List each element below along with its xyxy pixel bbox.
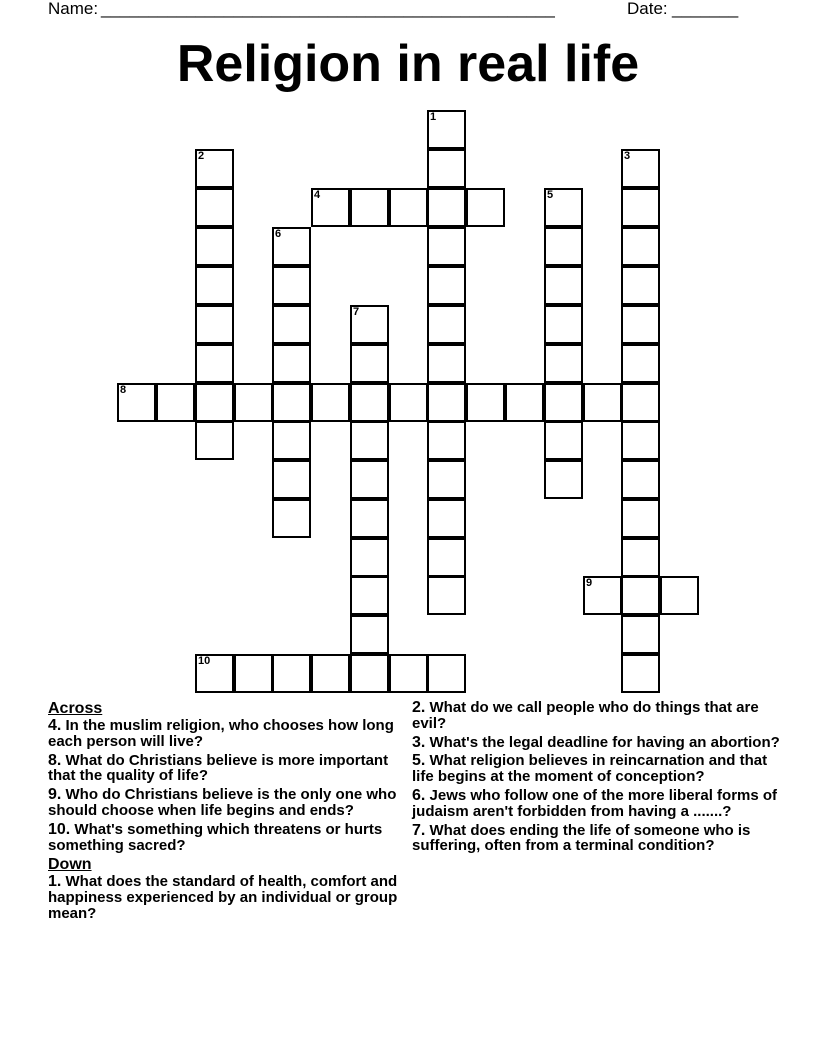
clue-number-label: 1 <box>430 111 437 123</box>
clue-across-10 <box>48 822 408 854</box>
grid-cell[interactable] <box>427 421 466 460</box>
grid-cell[interactable] <box>350 344 389 383</box>
grid-cell[interactable] <box>311 654 350 693</box>
clue-number-label: 5 <box>547 189 554 201</box>
grid-cell[interactable] <box>544 460 583 499</box>
grid-cell[interactable] <box>350 460 389 499</box>
date-field[interactable]: _______ <box>672 0 739 18</box>
grid-cell[interactable] <box>389 383 428 422</box>
grid-cell[interactable] <box>272 499 311 538</box>
name-label: Name: <box>48 0 99 18</box>
grid-cell[interactable] <box>583 576 622 615</box>
grid-cell[interactable] <box>389 654 428 693</box>
down-heading: Down <box>48 856 92 874</box>
clue-text: What do we call people who do things that are evil? <box>412 699 759 732</box>
grid-cell[interactable] <box>544 266 583 305</box>
grid-cell[interactable] <box>427 110 466 149</box>
clue-number: 9. <box>48 786 62 804</box>
clue-number-label: 6 <box>275 228 282 240</box>
grid-cell[interactable] <box>466 383 505 422</box>
grid-cell[interactable] <box>427 383 466 422</box>
clue-number-label: 4 <box>314 189 321 201</box>
clue-text: In the muslim religion, who chooses how long each person will live? <box>48 717 394 750</box>
grid-cell[interactable] <box>544 305 583 344</box>
grid-cell[interactable] <box>427 576 466 615</box>
grid-cell[interactable] <box>621 188 660 227</box>
grid-cell[interactable] <box>621 576 660 615</box>
grid-cell[interactable] <box>466 188 505 227</box>
grid-cell[interactable] <box>350 576 389 615</box>
grid-cell[interactable] <box>583 383 622 422</box>
grid-cell[interactable] <box>195 227 234 266</box>
grid-cell[interactable] <box>427 460 466 499</box>
grid-cell[interactable] <box>272 266 311 305</box>
grid-cell[interactable] <box>621 538 660 577</box>
page-title: Religion in real life <box>176 35 640 93</box>
grid-cell[interactable] <box>195 344 234 383</box>
grid-cell[interactable] <box>195 305 234 344</box>
grid-cell[interactable] <box>544 344 583 383</box>
grid-cell[interactable] <box>272 383 311 422</box>
grid-cell[interactable] <box>311 383 350 422</box>
grid-cell[interactable] <box>350 538 389 577</box>
grid-cell[interactable] <box>544 383 583 422</box>
grid-cell[interactable] <box>350 615 389 654</box>
grid-cell[interactable] <box>621 460 660 499</box>
clue-number: 3. <box>412 733 426 751</box>
grid-cell[interactable] <box>350 499 389 538</box>
grid-cell[interactable] <box>350 654 389 693</box>
grid-cell[interactable] <box>156 383 195 422</box>
grid-cell[interactable] <box>660 576 699 615</box>
clue-number-label: 9 <box>586 577 593 589</box>
name-field[interactable]: ________________________________________________ <box>101 0 555 18</box>
grid-cell[interactable] <box>544 188 583 227</box>
grid-cell[interactable] <box>272 344 311 383</box>
clue-number: 6. <box>412 786 426 804</box>
grid-cell[interactable] <box>350 188 389 227</box>
grid-cell[interactable] <box>427 538 466 577</box>
grid-cell[interactable] <box>621 654 660 693</box>
clues-left-column <box>48 700 408 925</box>
clue-across-8 <box>48 753 408 785</box>
clue-number: 7. <box>412 821 426 839</box>
clue-number-label: 8 <box>120 384 127 396</box>
grid-cell[interactable] <box>621 383 660 422</box>
grid-cell[interactable] <box>427 499 466 538</box>
grid-cell[interactable] <box>195 421 234 460</box>
clue-number: 2. <box>412 699 426 716</box>
grid-cell[interactable] <box>195 188 234 227</box>
clue-down-7 <box>412 823 782 855</box>
grid-cell[interactable] <box>350 305 389 344</box>
clue-number-label: 2 <box>198 150 205 162</box>
grid-cell[interactable] <box>427 654 466 693</box>
grid-cell[interactable] <box>427 266 466 305</box>
grid-cell[interactable] <box>621 227 660 266</box>
clues-right-column <box>412 700 782 857</box>
grid-cell[interactable] <box>621 149 660 188</box>
clue-down-3 <box>412 735 782 751</box>
grid-cell[interactable] <box>389 188 428 227</box>
grid-cell[interactable] <box>311 188 350 227</box>
grid-cell[interactable] <box>272 421 311 460</box>
clue-number-label: 3 <box>624 150 631 162</box>
grid-cell[interactable] <box>195 654 234 693</box>
clue-number: 5. <box>412 752 426 770</box>
clue-number: 8. <box>48 751 62 769</box>
grid-cell[interactable] <box>195 149 234 188</box>
grid-cell[interactable] <box>621 499 660 538</box>
grid-cell[interactable] <box>427 188 466 227</box>
grid-cell[interactable] <box>234 654 273 693</box>
clue-down-5 <box>412 753 782 785</box>
clue-text: What do Christians believe is more important that the quality of life? <box>48 751 389 785</box>
clue-down-2 <box>412 700 782 732</box>
clue-text: Who do Christians believe is the only one who should choose when life begins and ends? <box>48 786 397 819</box>
grid-cell[interactable] <box>544 421 583 460</box>
clue-text: What religion believes in reincarnation and that life begins at the moment of conception? <box>412 752 768 786</box>
clue-number: 1. <box>48 873 62 891</box>
grid-cell[interactable] <box>621 615 660 654</box>
clue-text: What does ending the life of someone who is suffering, often from a terminal condition? <box>412 821 751 855</box>
clue-across-9 <box>48 787 408 819</box>
grid-cell[interactable] <box>234 383 273 422</box>
grid-cell[interactable] <box>621 421 660 460</box>
clue-text: What's something which threatens or hurts something sacred? <box>48 820 383 854</box>
grid-cell[interactable] <box>427 227 466 266</box>
across-heading: Across <box>48 700 103 717</box>
grid-cell[interactable] <box>350 383 389 422</box>
grid-cell[interactable] <box>350 421 389 460</box>
clue-down-1 <box>48 874 408 921</box>
clue-text: What does the standard of health, comfort and happiness experienced by an individual or group mean? <box>48 873 398 922</box>
grid-cell[interactable] <box>272 654 311 693</box>
clue-number-label: 10 <box>198 655 211 667</box>
grid-cell[interactable] <box>427 344 466 383</box>
grid-cell[interactable] <box>272 227 311 266</box>
grid-cell[interactable] <box>272 460 311 499</box>
clue-text: Jews who follow one of the more liberal forms of judaism aren't forbidden from having a .......? <box>412 786 778 820</box>
grid-cell[interactable] <box>544 227 583 266</box>
grid-cell[interactable] <box>505 383 544 422</box>
grid-cell[interactable] <box>621 305 660 344</box>
grid-cell[interactable] <box>621 344 660 383</box>
clue-across-4 <box>48 718 408 750</box>
grid-cell[interactable] <box>117 383 156 422</box>
grid-cell[interactable] <box>195 383 234 422</box>
grid-cell[interactable] <box>427 149 466 188</box>
clue-number-label: 7 <box>353 306 360 318</box>
clue-text: What's the legal deadline for having an abortion? <box>429 733 780 751</box>
clue-number: 4. <box>48 717 62 734</box>
grid-cell[interactable] <box>621 266 660 305</box>
grid-cell[interactable] <box>195 266 234 305</box>
date-label: Date: <box>627 0 668 18</box>
clue-down-6 <box>412 788 782 820</box>
grid-cell[interactable] <box>427 305 466 344</box>
clue-number: 10. <box>48 820 71 838</box>
grid-cell[interactable] <box>272 305 311 344</box>
